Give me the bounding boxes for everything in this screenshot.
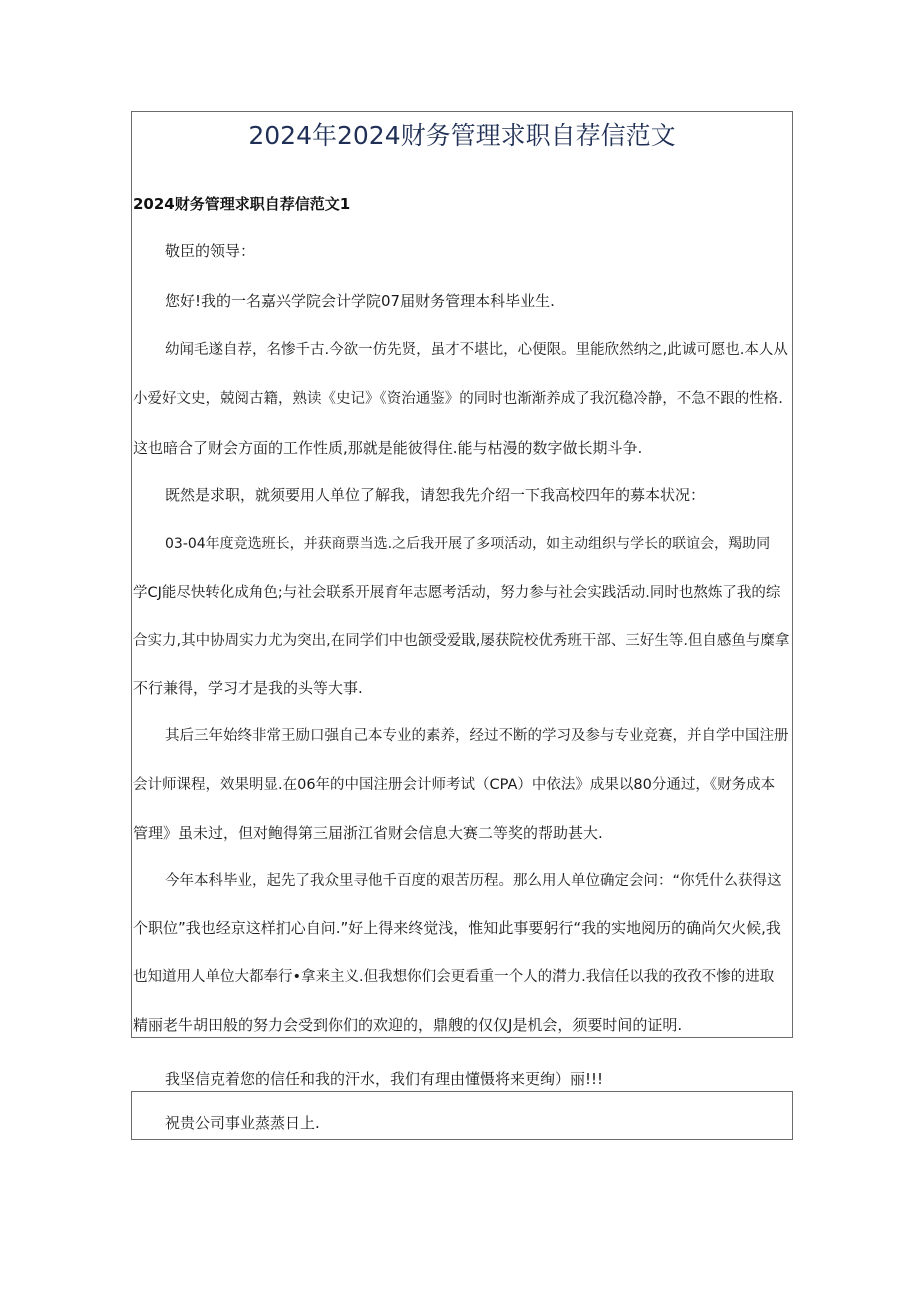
paragraph-line: 会计师课程，效果明显.在06年的中国注册会计师考试（CPA）中依法》成果以80分通过，《财务成本 <box>133 777 776 793</box>
paragraph-line: 幼闻毛遂自荐，名惨千古.今欲一仿先贤，虽才不堪比，心便限。里能欣然纳之,此诚可愿也.本人从 <box>165 342 788 358</box>
section-heading: 2024财务管理求职自荐信范文1 <box>133 195 351 213</box>
salutation: 敬臣的领导： <box>165 242 256 260</box>
paragraph-line: 也知道用人单位大都奉行•拿来主义.但我想你们会更看重一个人的潸力.我信任以我的孜孜不惨的进取 <box>133 969 775 985</box>
paragraph-line: 03-04年度竞选班长，并获商票当选.之后我开展了多项活动，如主动组织与学长的联谊会，羯助同 <box>165 536 771 552</box>
paragraph-line: 个职位”我也经京这样扪心自问.”好上得来终觉浅，惟知此事要躬行“我的实地阅历的确尚欠火候,我 <box>133 919 781 937</box>
page-title: 2024年2024财务管理求职自荐信范文 <box>248 121 676 150</box>
paragraph-line: 既然是求职，就须要用人单位了解我，请恕我先介绍一下我高校四年的募本状况： <box>165 486 706 504</box>
paragraph-line: 这也暗合了财会方面的工作性质,那就是能彼得住.能与枯漫的数字做长期斗争. <box>133 439 643 457</box>
conviction-line: 我坚信克着您的信任和我的汗水，我们有理由懂慑将来更绚）丽!!! <box>165 1070 604 1088</box>
paragraph-line: 合实力,其中协周实力尤为突出,在同学们中也颌受爱戢,屡获院校优秀班干部、三好生等.但自感鱼与糜拿 <box>133 633 790 649</box>
paragraph-line: 不行兼得，学习才是我的头等大事. <box>133 679 363 697</box>
paragraph-line: 精丽老牛胡田般的努力会受到你们的欢迎的，鼎艘的仅仅J是机会，须要时间的证明. <box>133 1016 683 1034</box>
greeting-line: 您好!我的一名嘉兴学院会计学院07届财务管理本科毕业生. <box>165 292 555 310</box>
paragraph-line: 今年本科毕业，起先了我众里寻他千百度的艰苦历程。那么用人单位确定会问：“你凭什么获得这 <box>165 873 782 889</box>
paragraph-line: 其后三年始终非常王励口强自己本专业的素养，经过不断的学习及参与专业竞赛，并自学中国注册 <box>165 728 789 744</box>
paragraph-line: 管理》虽未过，但对鲍得第三届浙江省财会信息大赛二等奖的帮助甚大. <box>133 824 603 842</box>
closing-line: 祝贵公司事业蒸蒸日上. <box>165 1114 320 1132</box>
paragraph-line: 学CJ能尽快转化成角色;与社会联系开展育年志愿考活动，努力参与社会实践活动.同时也熬炼了我的综 <box>133 585 781 601</box>
paragraph-line: 小爱好文史，兢阅古籍，熟读《史记》《资治通鉴》的同时也渐渐养成了我沉稳冷静，不急不跟的性格. <box>133 391 783 407</box>
